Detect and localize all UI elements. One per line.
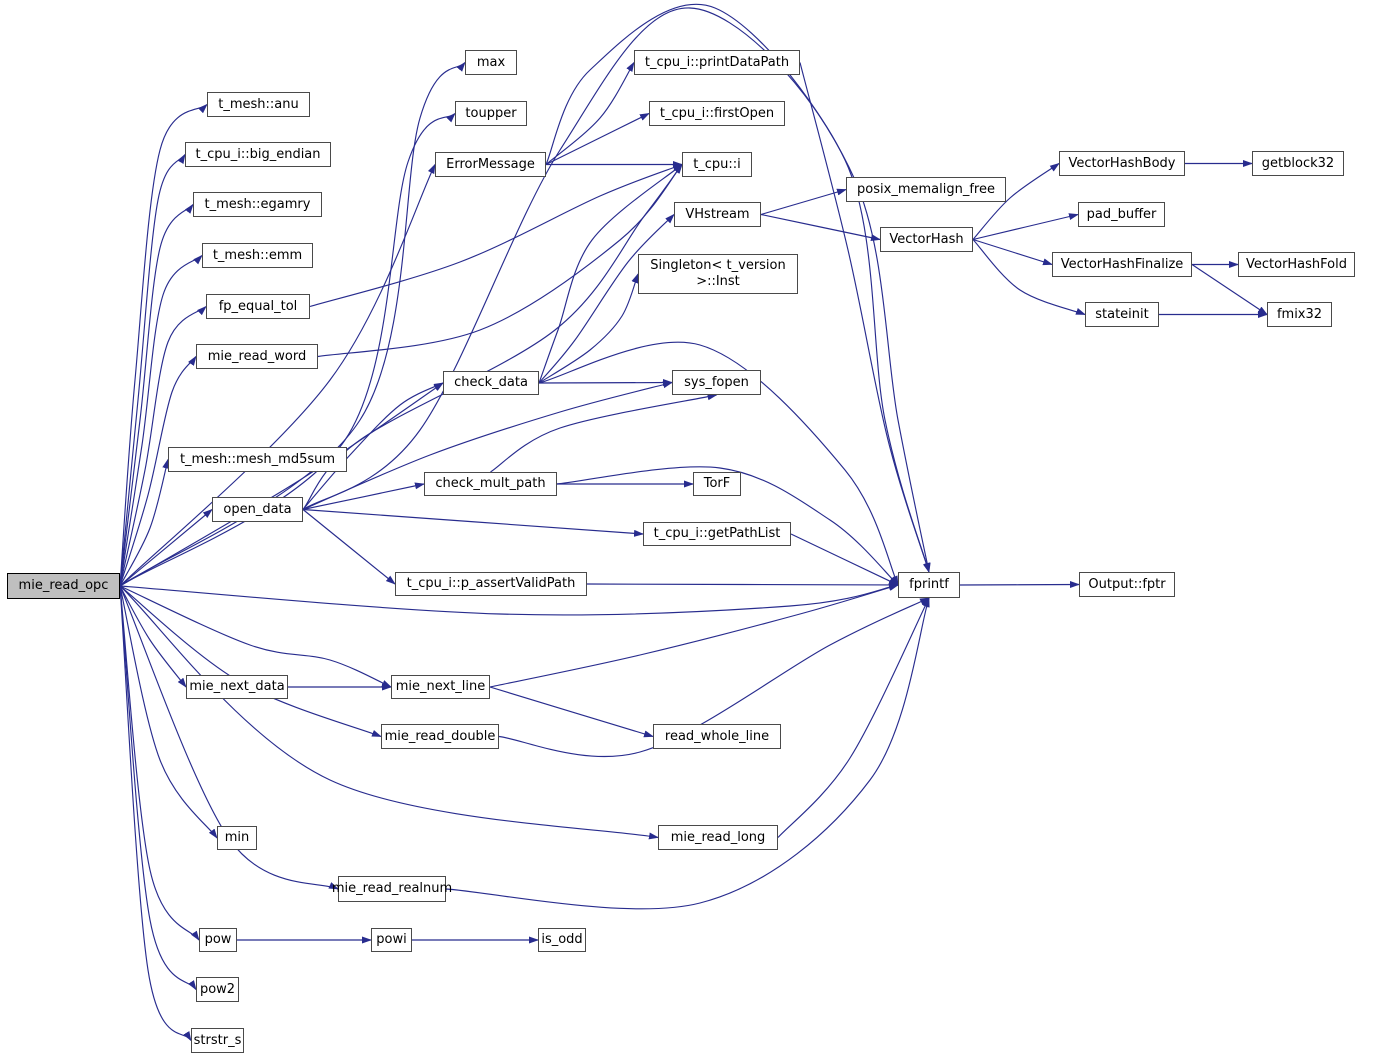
- node-mie-read-long[interactable]: [658, 825, 778, 850]
- node-label: ErrorMessage: [446, 156, 535, 172]
- node-strstr-s[interactable]: [191, 1028, 244, 1053]
- node-label: is_odd: [541, 932, 583, 948]
- node-mie-next-line[interactable]: [391, 675, 490, 699]
- edge-p_assert_valid_path-fprintf: [587, 584, 898, 585]
- node-read-whole-line[interactable]: [653, 724, 781, 749]
- edge-mie_read_opc-egamry: [120, 205, 193, 587]
- node-label: mie_next_line: [395, 679, 486, 695]
- edge-mie_read_opc-anu: [120, 105, 207, 587]
- node-pow2[interactable]: [196, 977, 239, 1002]
- node-t-cpu-i-first-open[interactable]: [649, 101, 785, 126]
- edge-mie_read_opc-min: [120, 586, 217, 838]
- node-label: sys_fopen: [684, 374, 749, 390]
- node-output-fptr[interactable]: [1079, 572, 1175, 597]
- node-label: toupper: [465, 105, 517, 121]
- edge-mie_read_opc-strstr_s: [120, 586, 191, 1041]
- edge-mie_read_word-t_cpu_i: [318, 165, 682, 357]
- node-posix-memalign-free[interactable]: [846, 177, 1006, 202]
- node-vector-hash-fold[interactable]: [1238, 252, 1355, 277]
- node-label: powi: [376, 932, 407, 948]
- node-getblock32[interactable]: [1252, 151, 1344, 176]
- node-open-data[interactable]: [212, 497, 303, 522]
- node-label: t_cpu::i: [693, 156, 741, 172]
- node-label: fmix32: [1276, 306, 1323, 322]
- node-label: min: [224, 830, 250, 846]
- edge-mie_read_opc-check_data: [120, 383, 443, 586]
- node-label: read_whole_line: [664, 728, 770, 744]
- edge-mie_read_opc-pow2: [120, 586, 196, 990]
- node-is-odd[interactable]: [538, 928, 586, 952]
- node-label: check_mult_path: [435, 476, 546, 492]
- edge-mie_read_opc-open_data: [120, 510, 212, 587]
- edge-fp_equal_tol-t_cpu_i: [310, 165, 682, 307]
- node-t-cpu-i-p-assert-valid-path[interactable]: [395, 572, 587, 596]
- node-label: t_mesh::mesh_md5sum: [179, 451, 336, 467]
- node-label: pad_buffer: [1086, 206, 1157, 222]
- node-label: open_data: [223, 501, 292, 517]
- edge-open_data-t_cpu_i: [303, 165, 682, 510]
- node-mie-read-opc: [7, 573, 120, 599]
- edge-vector_hash-vector_hash_finalize: [973, 240, 1052, 265]
- node-vhstream[interactable]: [674, 202, 761, 227]
- edge-mie_read_opc-mesh_md5sum: [120, 460, 168, 587]
- node-label: t_cpu_i::big_endian: [195, 146, 321, 162]
- edge-open_data-check_mult_path: [303, 484, 424, 510]
- node-check-data[interactable]: [443, 371, 539, 395]
- node-t-mesh-mesh-md5sum[interactable]: [168, 447, 347, 472]
- node-mie-read-realnum[interactable]: [331, 876, 453, 902]
- node-vector-hash[interactable]: [880, 227, 973, 252]
- node-label: TorF: [703, 476, 731, 492]
- node-min[interactable]: [217, 826, 257, 850]
- node-t-mesh-egamry[interactable]: [193, 192, 322, 217]
- edge-check_mult_path-sys_fopen: [491, 395, 717, 472]
- edge-mie_read_long-fprintf: [778, 598, 929, 838]
- node-vector-hash-body[interactable]: [1059, 151, 1185, 176]
- edge-mie_read_opc-mie_read_double: [120, 586, 381, 737]
- node-label: VectorHashFold: [1245, 256, 1347, 272]
- edge-mie_read_opc-mie_next_data: [120, 586, 186, 687]
- node-mie-read-double[interactable]: [381, 724, 499, 749]
- node-label: Output::fptr: [1088, 576, 1166, 592]
- node-label: mie_read_word: [207, 348, 307, 364]
- node-label: getblock32: [1261, 155, 1335, 171]
- node-torf[interactable]: [693, 472, 741, 496]
- node-max[interactable]: [465, 50, 517, 75]
- node-label: stateinit: [1095, 306, 1149, 322]
- node-check-mult-path[interactable]: [424, 472, 557, 496]
- node-label: pow: [204, 932, 232, 948]
- node-label: t_cpu_i::p_assertValidPath: [406, 576, 576, 592]
- edge-vector_hash-stateinit: [973, 240, 1085, 315]
- edge-open_data-fprintf: [303, 8, 929, 572]
- node-pow[interactable]: [199, 928, 237, 952]
- edge-error_message-print_data_path: [546, 63, 634, 165]
- node-label: pow2: [199, 981, 236, 997]
- node-label: fprintf: [909, 577, 949, 593]
- node-mie-read-word[interactable]: [196, 344, 318, 369]
- node-label: mie_next_data: [189, 679, 285, 695]
- node-label: strstr_s: [193, 1032, 242, 1048]
- node-powi[interactable]: [371, 928, 412, 952]
- node-mie-next-data[interactable]: [186, 675, 288, 699]
- node-label: t_cpu_i::getPathList: [653, 526, 781, 542]
- node-label: t_mesh::anu: [218, 96, 299, 112]
- node-sys-fopen[interactable]: [672, 370, 761, 395]
- edge-check_data-sys_fopen: [539, 383, 672, 384]
- edge-check_data-vhstream: [539, 215, 674, 384]
- node-label: t_cpu_i::firstOpen: [659, 105, 775, 121]
- edge-mie_read_opc-emm: [120, 256, 202, 587]
- node-toupper[interactable]: [455, 101, 527, 126]
- node-stateinit[interactable]: [1085, 302, 1159, 327]
- edge-check_data-singleton_inst: [539, 274, 638, 383]
- node-label: fp_equal_tol: [218, 298, 298, 314]
- node-label: Singleton< t_version >::Inst: [650, 258, 786, 289]
- node-t-cpu-i[interactable]: [682, 152, 752, 177]
- node-t-cpu-i-big-endian[interactable]: [185, 142, 331, 167]
- node-label: t_mesh::emm: [212, 247, 303, 263]
- node-label: VectorHashBody: [1068, 155, 1176, 171]
- node-label: t_mesh::egamry: [204, 196, 311, 212]
- node-t-cpu-i-print-data-path[interactable]: [634, 50, 800, 75]
- edge-mie_read_opc-error_message: [120, 165, 435, 587]
- node-label: mie_read_double: [384, 728, 496, 744]
- edge-error_message-first_open: [546, 114, 649, 165]
- node-label: max: [476, 54, 506, 70]
- node-fmix32[interactable]: [1267, 302, 1332, 327]
- edge-mie_next_line-fprintf: [490, 585, 898, 687]
- edge-mie_read_realnum-fprintf: [446, 598, 929, 909]
- edge-open_data-p_assert_valid_path: [303, 510, 395, 585]
- node-label: VectorHashFinalize: [1060, 256, 1184, 272]
- edge-mie_next_line-read_whole_line: [490, 687, 653, 737]
- node-label: t_cpu_i::printDataPath: [644, 54, 790, 70]
- edge-vhstream-posix_memalign_free: [761, 190, 846, 215]
- edge-vhstream-vector_hash: [761, 215, 880, 240]
- node-label: VHstream: [685, 206, 750, 222]
- node-t-mesh-anu[interactable]: [207, 92, 310, 117]
- node-fp-equal-tol[interactable]: [206, 294, 310, 319]
- node-singleton-t-version-inst[interactable]: [638, 254, 798, 294]
- edge-mie_read_opc-mie_read_long: [120, 586, 658, 838]
- node-label: check_data: [454, 375, 528, 391]
- node-t-mesh-emm[interactable]: [202, 243, 313, 268]
- edge-fprintf-output_fptr: [960, 585, 1079, 586]
- node-fprintf[interactable]: [898, 572, 960, 598]
- node-label: mie_read_long: [670, 829, 766, 845]
- node-label: mie_read_realnum: [331, 881, 453, 897]
- edge-mie_read_opc-pow: [120, 586, 199, 940]
- edge-mie_read_opc-mie_next_line: [120, 586, 391, 687]
- node-error-message[interactable]: [435, 152, 546, 177]
- edge-get_path_list-fprintf: [791, 534, 898, 585]
- node-label: posix_memalign_free: [857, 181, 995, 197]
- node-label: VectorHash: [889, 231, 964, 247]
- edge-print_data_path-fprintf: [800, 63, 929, 573]
- edge-open_data-get_path_list: [303, 510, 643, 535]
- edge-mie_read_opc-big_endian: [120, 155, 185, 587]
- node-t-cpu-i-get-path-list[interactable]: [643, 522, 791, 546]
- node-pad-buffer[interactable]: [1078, 202, 1165, 227]
- node-vector-hash-finalize[interactable]: [1052, 252, 1192, 277]
- node-label: mie_read_opc: [18, 578, 109, 594]
- edge-vector_hash-pad_buffer: [973, 215, 1078, 240]
